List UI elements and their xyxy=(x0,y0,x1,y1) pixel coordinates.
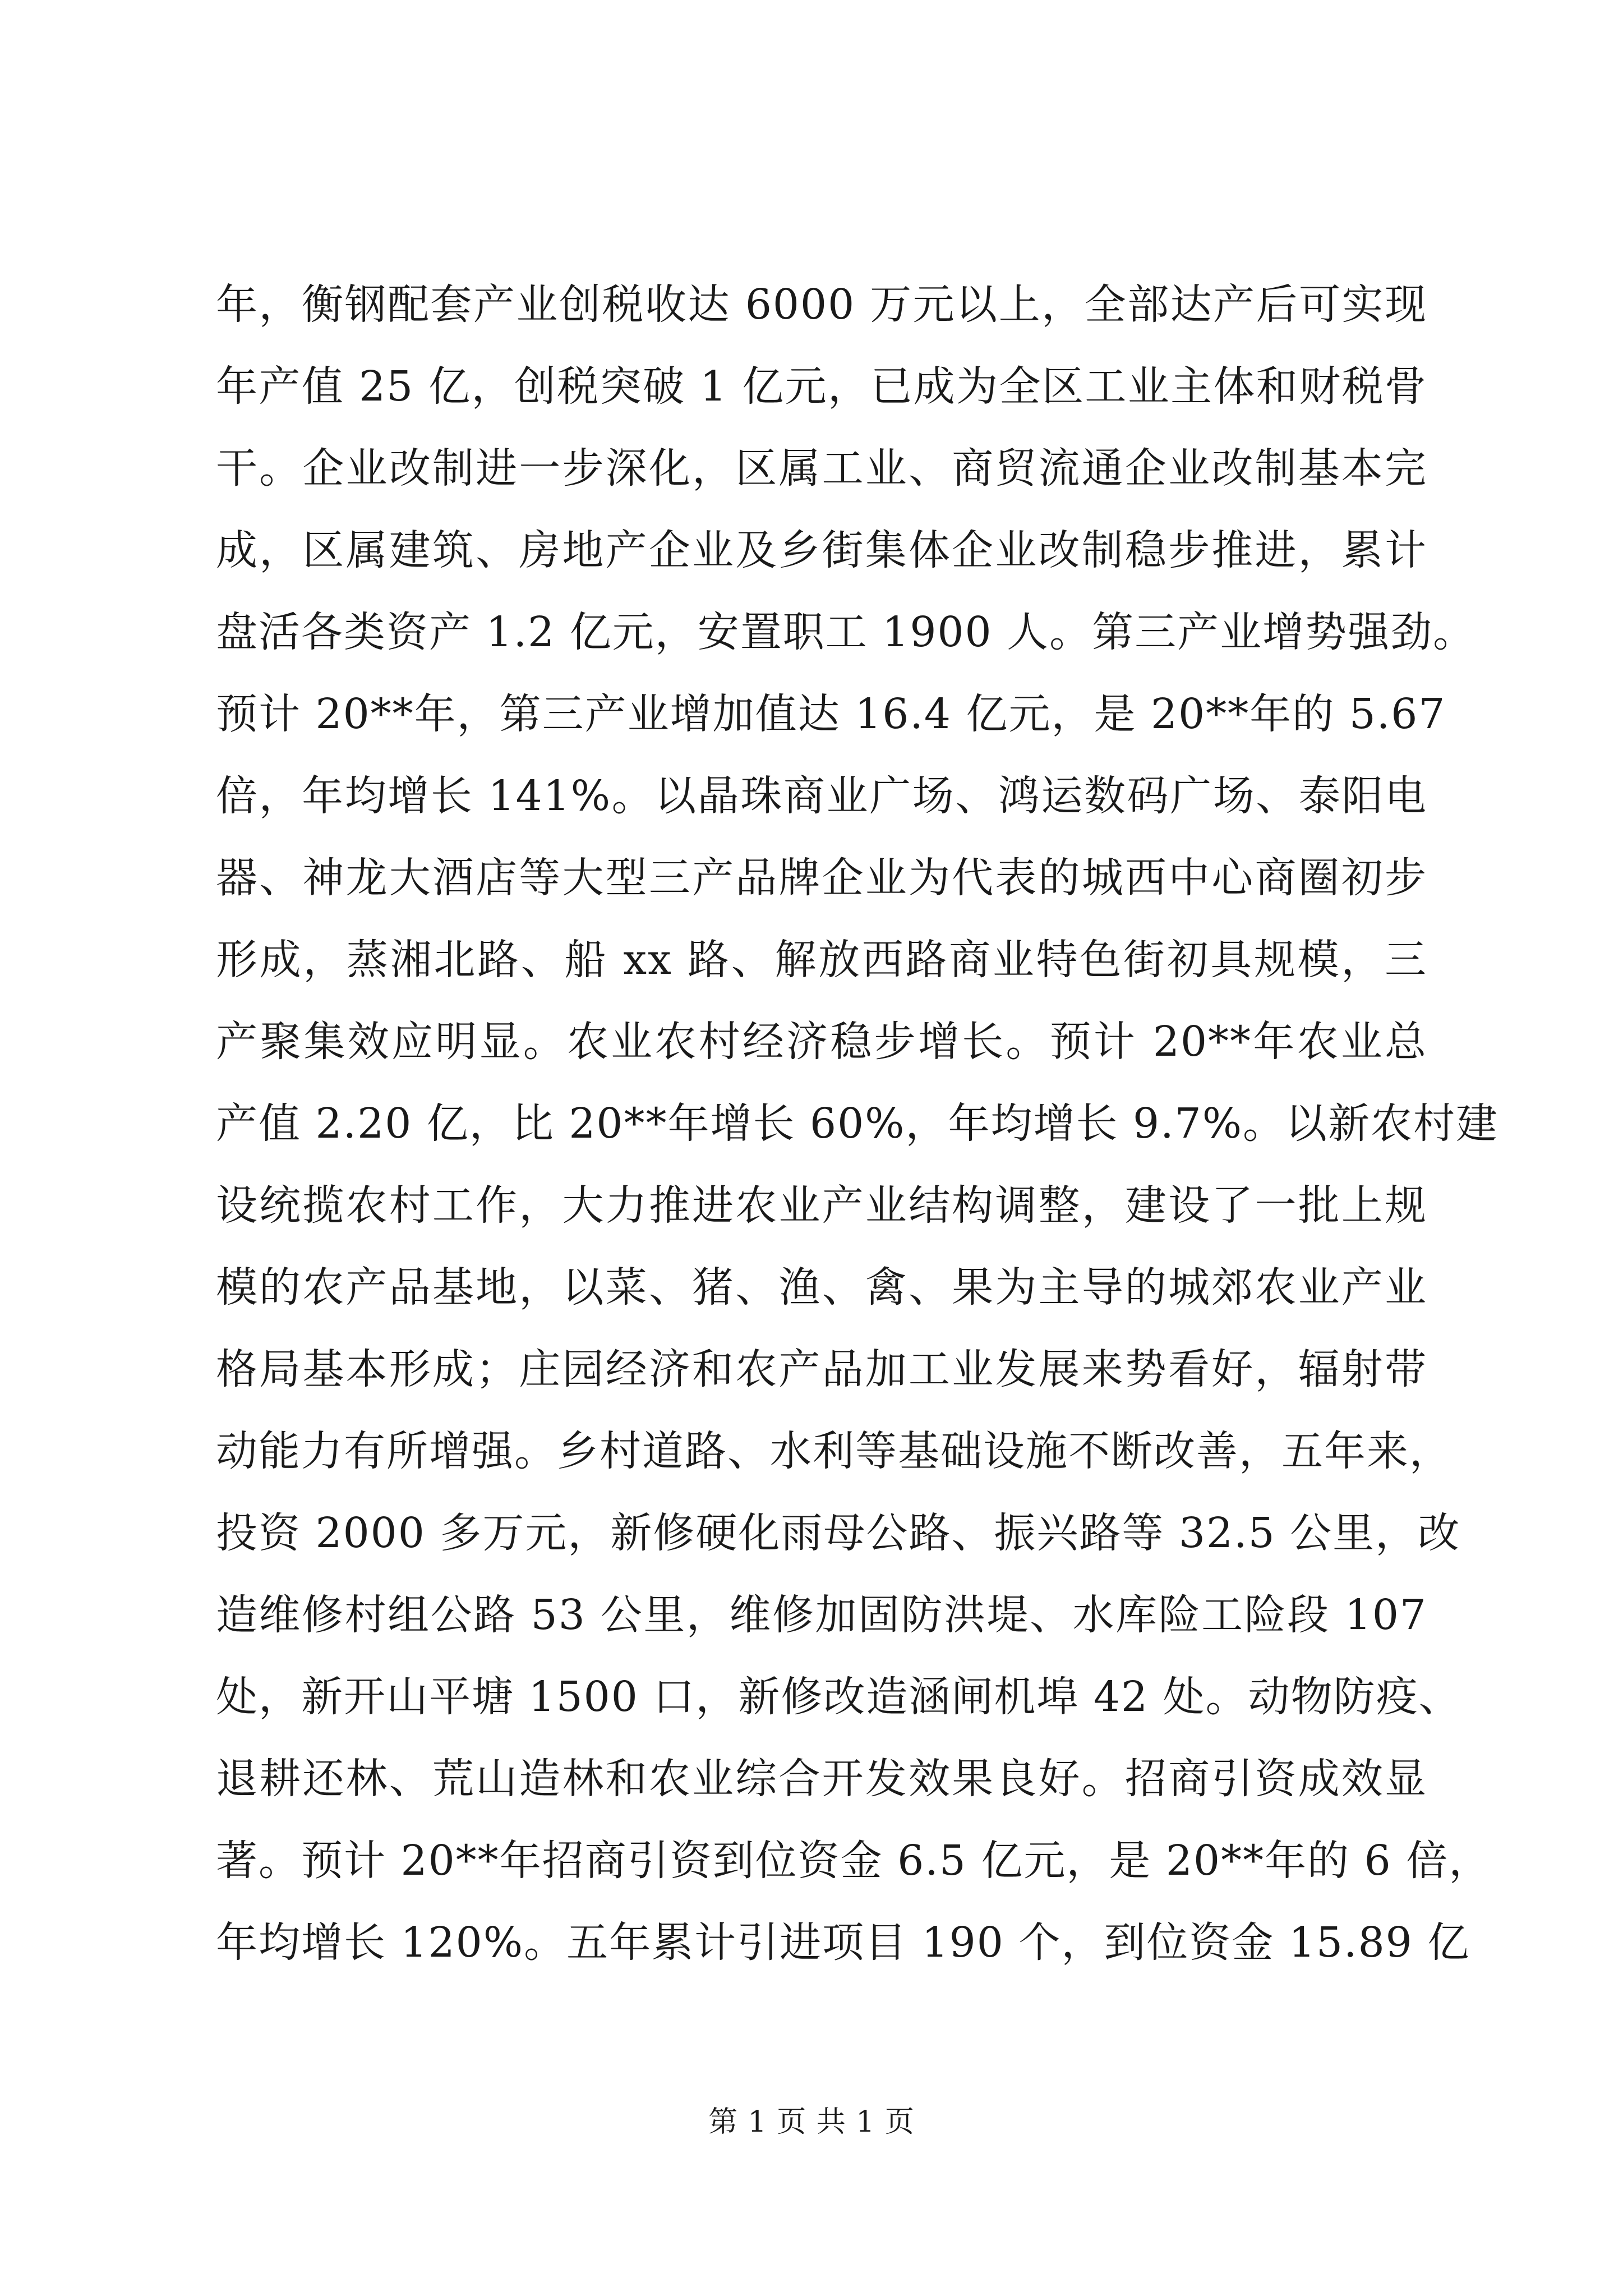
text-line: 干。企业改制进一步深化，区属工业、商贸流通企业改制基本完 xyxy=(216,444,1427,493)
text-line: 盘活各类资产 1.2 亿元，安置职工 1900 人。第三产业增势强劲。 xyxy=(216,608,1476,656)
text-line: 产聚集效应明显。农业农村经济稳步增长。预计 20**年农业总 xyxy=(216,1018,1427,1066)
text-line: 投资 2000 多万元，新修硬化雨母公路、振兴路等 32.5 公里，改 xyxy=(216,1509,1461,1557)
text-line: 动能力有所增强。乡村道路、水利等基础设施不断改善，五年来， xyxy=(216,1427,1452,1475)
text-line: 器、神龙大酒店等大型三产品牌企业为代表的城西中心商圈初步 xyxy=(216,854,1427,902)
text-line: 年产值 25 亿，创税突破 1 亿元，已成为全区工业主体和财税骨 xyxy=(216,362,1427,411)
body-paragraph xyxy=(216,264,1499,1984)
page-number-footer: 第 1 页 共 1 页 xyxy=(708,2105,915,2139)
text-line: 著。预计 20**年招商引资到位资金 6.5 亿元，是 20**年的 6 倍， xyxy=(216,1837,1492,1885)
text-line: 处，新开山平塘 1500 口，新修改造涵闸机埠 42 处。动物防疫、 xyxy=(216,1673,1461,1721)
text-line: 形成，蒸湘北路、船 xx 路、解放西路商业特色街初具规模，三 xyxy=(216,936,1427,984)
text-line: 成，区属建筑、房地产企业及乡街集体企业改制稳步推进，累计 xyxy=(216,526,1427,574)
text-line: 退耕还林、荒山造林和农业综合开发效果良好。招商引资成效显 xyxy=(216,1755,1427,1803)
text-line: 预计 20**年，第三产业增加值达 16.4 亿元，是 20**年的 5.67 xyxy=(216,690,1446,738)
text-line: 年均增长 120%。五年累计引进项目 190 个，到位资金 15.89 亿 xyxy=(216,1918,1470,1967)
text-line: 年，衡钢配套产业创税收达 6000 万元以上，全部达产后可实现 xyxy=(216,280,1427,329)
text-line: 格局基本形成；庄园经济和农产品加工业发展来势看好，辐射带 xyxy=(216,1345,1427,1393)
text-line: 设统揽农村工作，大力推进农业产业结构调整，建设了一批上规 xyxy=(216,1181,1427,1230)
text-line: 产值 2.20 亿，比 20**年增长 60%，年均增长 9.7%。以新农村建 xyxy=(216,1099,1499,1148)
text-line: 造维修村组公路 53 公里，维修加固防洪堤、水库险工险段 107 xyxy=(216,1591,1427,1639)
text-line: 模的农产品基地，以菜、猪、渔、禽、果为主导的城郊农业产业 xyxy=(216,1263,1427,1312)
text-line: 倍，年均增长 141%。以晶珠商业广场、鸿运数码广场、泰阳电 xyxy=(216,772,1427,820)
